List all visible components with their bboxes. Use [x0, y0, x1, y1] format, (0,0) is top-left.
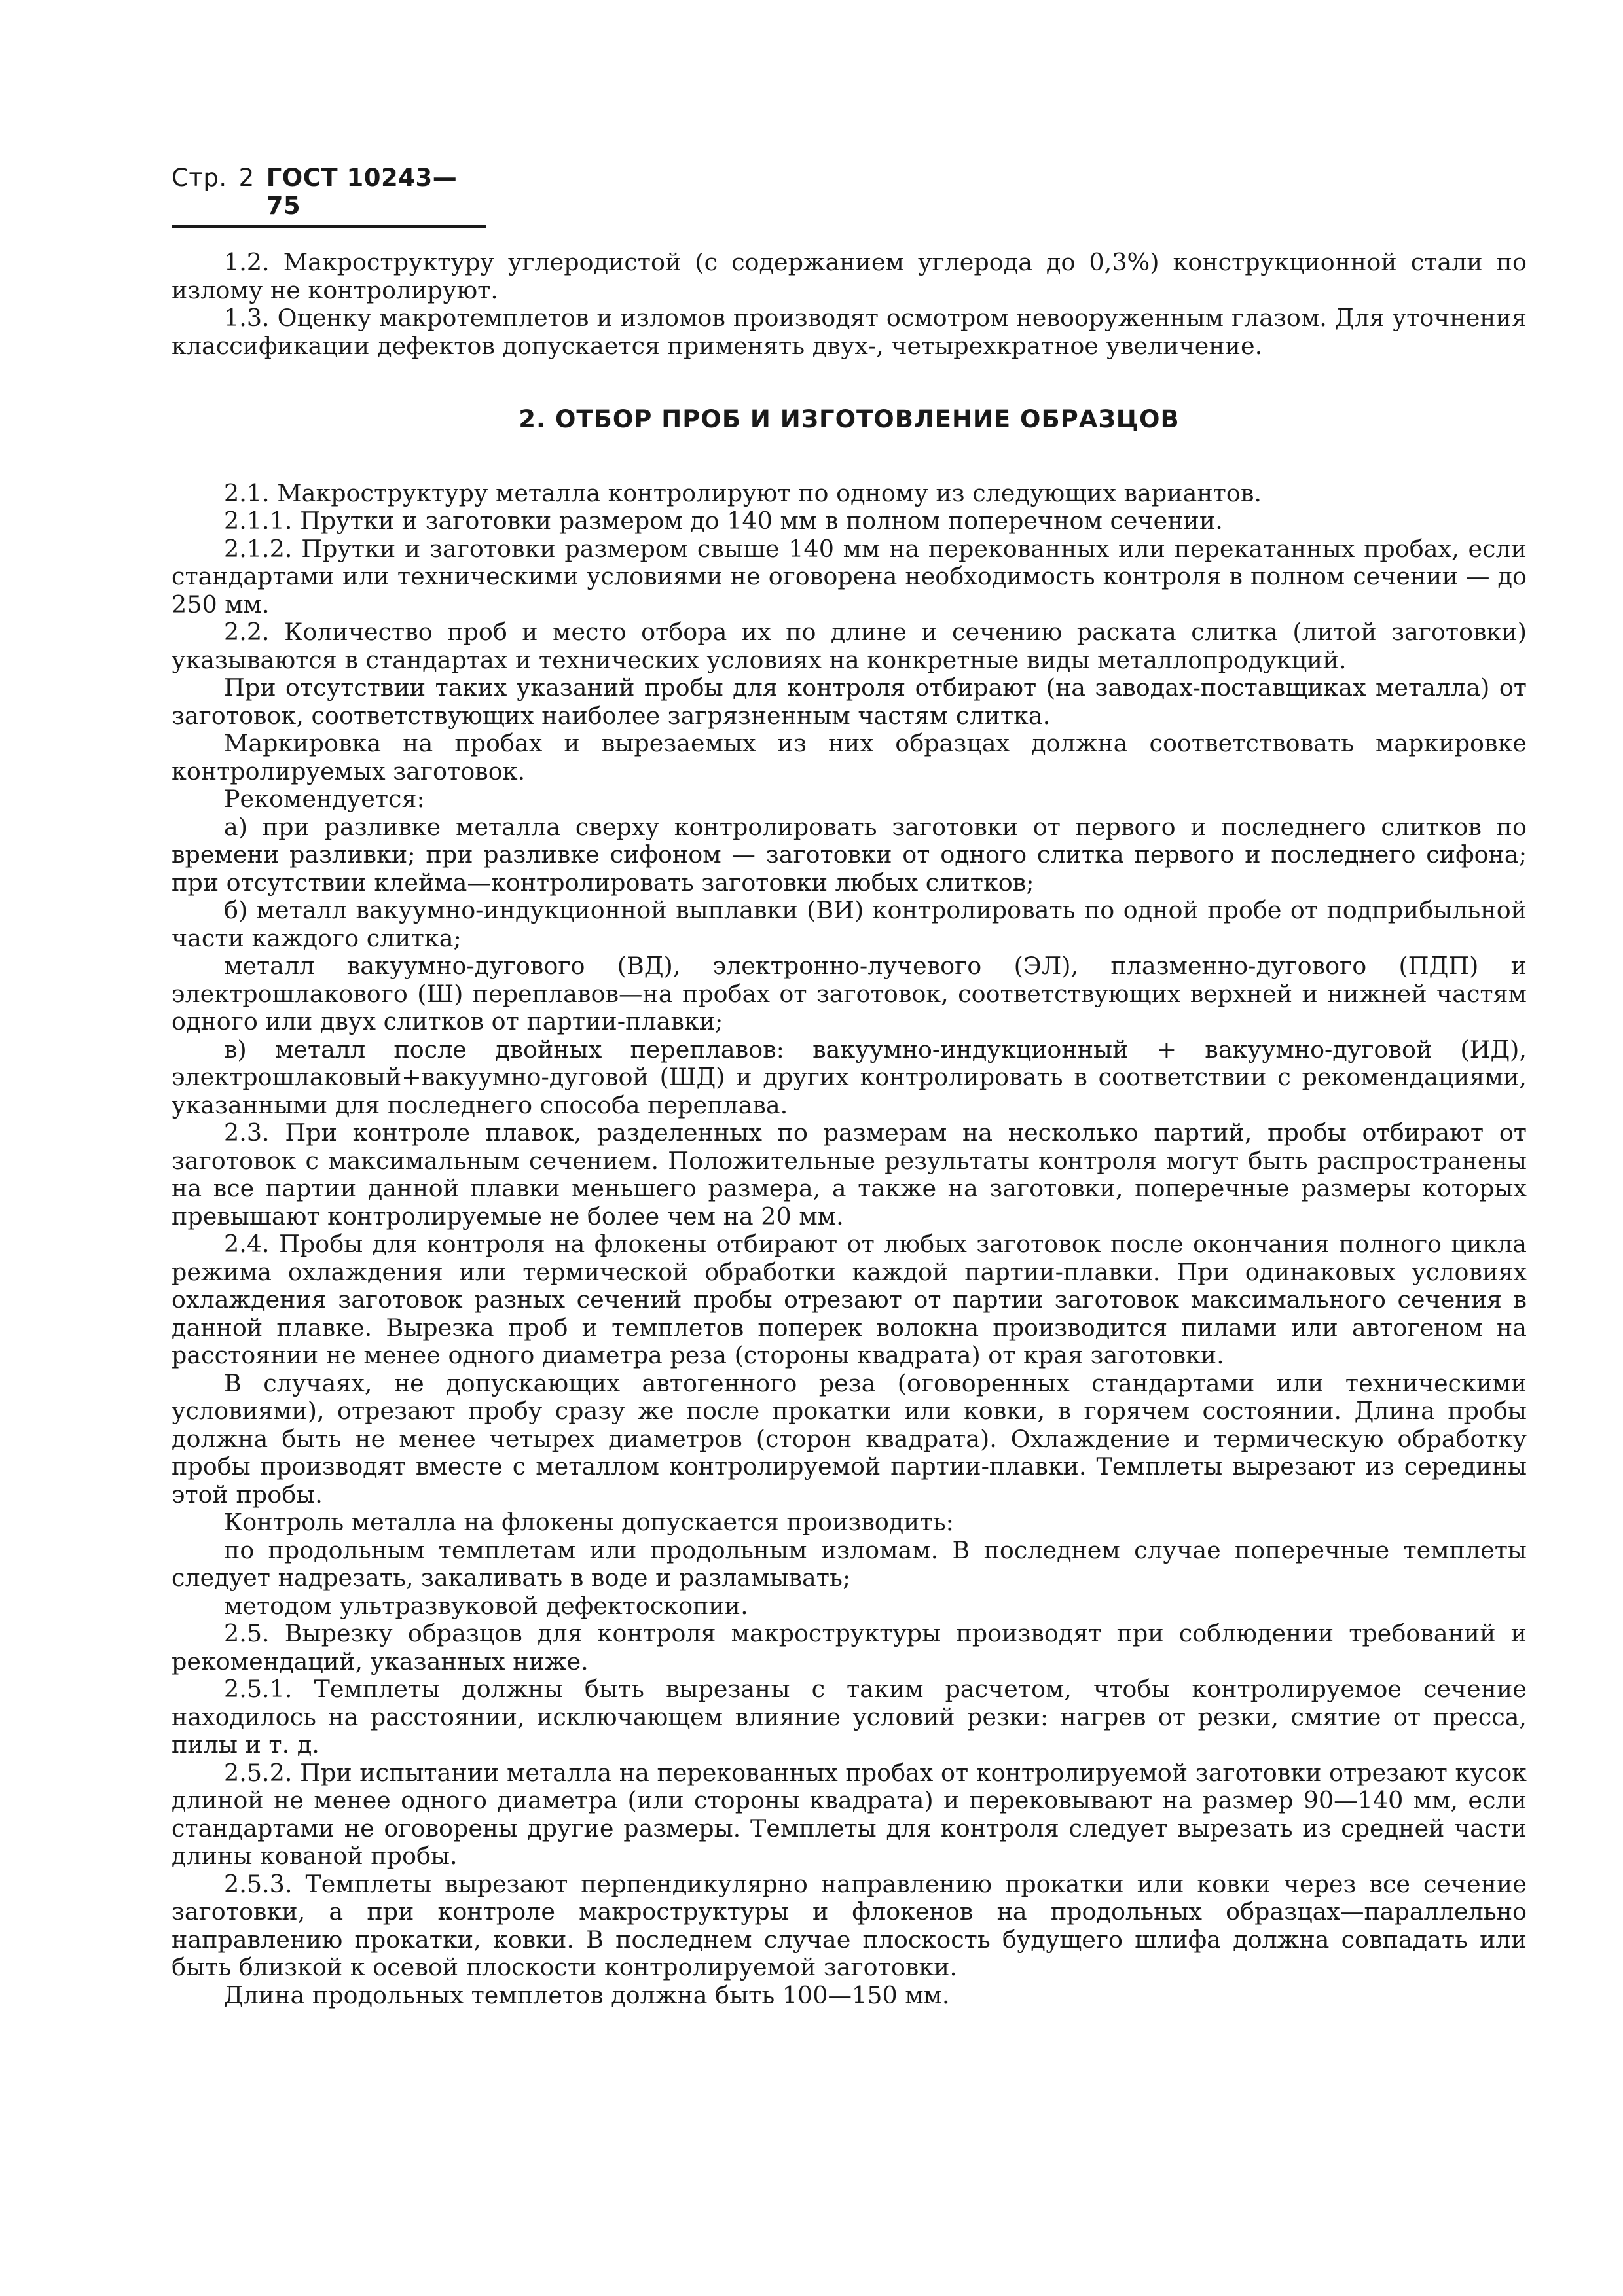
paragraph-1-3: 1.3. Оценку макротемплетов и изломов производят осмотром невооруженным глазом. Для уточнения классификации дефектов допускается применять двух-, четырехкратное увеличение. — [172, 304, 1527, 360]
paragraph-1-2: 1.2. Макроструктуру углеродистой (с содержанием углерода до 0,3%) конструкционной стали по излому не контролируют. — [172, 248, 1527, 304]
paragraph-2-5: 2.5. Вырезку образцов для контроля макроструктуры производят при соблюдении требований и рекомендаций, указанных ниже. — [172, 1619, 1527, 1676]
paragraph: Рекомендуется: — [224, 785, 425, 813]
paragraph-2-5-2: 2.5.2. При испытании металла на перекованных пробах от контролируемой заготовки отрезают кусок длиной не менее одного диаметра (или стороны квадрата) и перековывают на размер 90—140 мм, если стандартами не оговорены другие размеры. Темплеты для контроля следует вырезать из средней части длины кованой пробы. — [172, 1758, 1527, 1870]
document-body — [172, 249, 1527, 2009]
standard-code: ГОСТ 10243—75 — [266, 164, 458, 220]
paragraph-2-1-2: 2.1.2. Прутки и заготовки размером свыше 140 мм на перекованных или перекатанных пробах, если стандартами или техническими условиями не оговорена необходимость контроля в полном сечении — до 250 мм. — [172, 534, 1527, 619]
paragraph: методом ультразвуковой дефектоскопии. — [224, 1591, 748, 1620]
page-number: 2 — [238, 164, 255, 192]
paragraph: по продольным темплетам или продольным изломам. В последнем случае поперечные темплеты следует надрезать, закаливать в воде и разламывать; — [172, 1535, 1527, 1592]
paragraph-2-3: 2.3. При контроле плавок, разделенных по размерам на несколько партий, пробы отбирают от заготовок с максимальным сечением. Положительные результаты контроля могут быть распространены на все партии данной плавки меньшего размера, а также на заготовки, поперечные размеры которых превышают контролируемые не более чем на 20 мм. — [172, 1119, 1527, 1230]
paragraph: Маркировка на пробах и вырезаемых из них образцах должна соответствовать маркировке контролируемых заготовок. — [172, 729, 1527, 785]
list-item-a: а) при разливке металла сверху контролировать заготовки от первого и последнего слитков по времени разливки; при разливке сифоном — заготовки от одного слитка первого и последнего сифона; при отсутствии клейма—контролировать заготовки любых слитков; — [172, 812, 1527, 897]
paragraph-2-5-3: 2.5.3. Темплеты вырезают перпендикулярно направлению прокатки или ковки через все сечение заготовки, а при контроле макроструктуры и флокенов на продольных образцах—параллельно направлению прокатки, ковки. В последнем случае плоскость будущего шлифа должна совпадать или быть близкой к осевой плоскости контролируемой заготовки. — [172, 1869, 1527, 1981]
paragraph: В случаях, не допускающих автогенного реза (оговоренных стандартами или техническими условиями), отрезают пробу сразу же после прокатки или ковки, в горячем состоянии. Длина пробы должна быть не менее четырех диаметров (сторон квадрата). Охлаждение и термическую обработку пробы производят вместе с металлом контролируемой партии-плавки. Темплеты вырезают из середины этой пробы. — [172, 1369, 1527, 1509]
paragraph-2-1-1: 2.1.1. Прутки и заготовки размером до 140 мм в полном поперечном сечении. — [224, 507, 1223, 535]
list-item-b: б) металл вакуумно-индукционной выплавки (ВИ) контролировать по одной пробе от подприбыльной части каждого слитка; — [172, 896, 1527, 952]
paragraph-2-4: 2.4. Пробы для контроля на флокены отбирают от любых заготовок после окончания полного цикла режима охлаждения или термической обработки каждой партии-плавки. При одинаковых условиях охлаждения заготовок разных сечений пробы отрезают от партии заготовок максимального сечения в данной плавке. Вырезка проб и темплетов поперек волокна производится пилами или автогеном на расстоянии не менее одного диаметра реза (стороны квадрата) от края заготовки. — [172, 1230, 1527, 1369]
paragraph: Длина продольных темплетов должна быть 100—150 мм. — [224, 1981, 950, 2009]
paragraph-2-2: 2.2. Количество проб и место отбора их по длине и сечению раската слитка (литой заготовки) указываются в стандартах и технических условиях на конкретные виды металлопродукций. — [172, 618, 1527, 674]
paragraph-2-1: 2.1. Макроструктуру металла контролируют по одному из следующих вариантов. — [224, 478, 1262, 507]
paragraph: При отсутствии таких указаний пробы для контроля отбирают (на заводах-поставщиках металла) от заготовок, соответствующих наиболее загрязненным частям слитка. — [172, 673, 1527, 730]
section-title: 2. ОТБОР ПРОБ И ИЗГОТОВЛЕНИЕ ОБРАЗЦОВ — [519, 405, 1180, 433]
document-page — [172, 164, 1527, 2009]
page-header — [172, 164, 486, 228]
paragraph: металл вакуумно-дугового (ВД), электронно-лучевого (ЭЛ), плазменно-дугового (ПДП) и электрошлакового (Ш) переплавов—на пробах от заготовок, соответствующих верхней и нижней частям одного или двух слитков от партии-плавки; — [172, 952, 1527, 1035]
paragraph: Контроль металла на флокены допускается производить: — [224, 1508, 954, 1536]
list-item-v: в) металл после двойных переплавов: вакуумно-индукционный + вакуумно-дуговой (ИД), электрошлаковый+вакуумно-дуговой (ШД) и других контролировать в соответствии с рекомендациями, указанными для последнего способа переплава. — [172, 1035, 1527, 1119]
page-label: Стр. — [172, 164, 227, 192]
paragraph-2-5-1: 2.5.1. Темплеты должны быть вырезаны с таким расчетом, чтобы контролируемое сечение находилось на расстоянии, исключающем влияние условий резки: нагрев от резки, смятие от пресса, пилы и т. д. — [172, 1675, 1527, 1759]
